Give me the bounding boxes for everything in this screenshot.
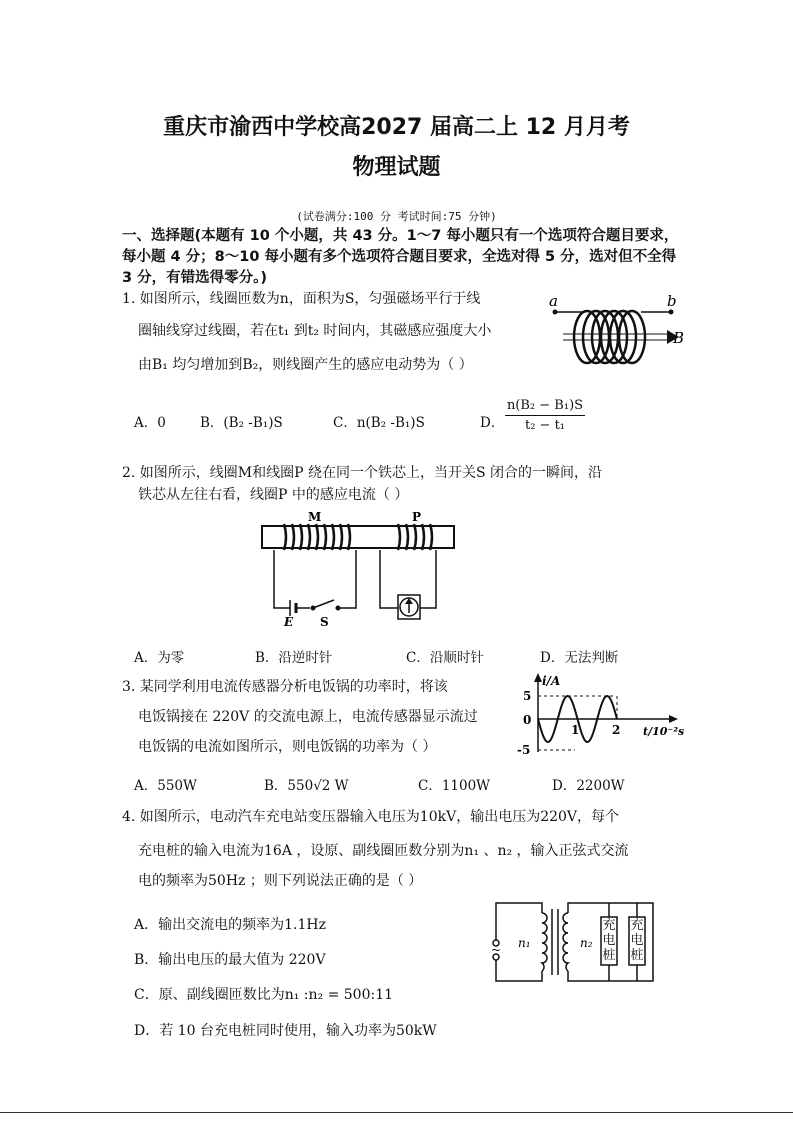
q3-option-d: D．2200W: [552, 778, 625, 794]
q1-option-d-label: D．: [480, 415, 505, 431]
page-bottom-rule: [0, 1112, 793, 1113]
y-tick-neg5: -5: [517, 743, 531, 757]
q3-option-b: B．550√2 W: [264, 778, 349, 794]
galvanometer-icon: [398, 595, 420, 619]
q2-option-c: C．沿顺时针: [406, 650, 484, 666]
q4-option-b: B．输出电压的最大值为 220V: [134, 952, 326, 968]
q1-option-d-fraction: [505, 398, 585, 433]
section-heading: 一、选择题(本题有 10 个小题，共 43 分。1～7 每小题只有一个选项符合题目要求，每小题 4 分；8～10 每小题有多个选项符合题目要求，全选对得 5 分，选对但不全得 3 分，有错选得零分。): [122, 228, 679, 286]
switch-icon: [311, 600, 340, 610]
q4-option-a: A．输出交流电的频率为1.1Hz: [134, 917, 326, 933]
exam-meta: (试卷满分:100 分 考试时间:75 分钟): [296, 210, 497, 223]
q2-option-b: B．沿逆时针: [255, 650, 333, 666]
q2-option-a: A．为零: [134, 650, 185, 666]
coil-label-M: M: [308, 510, 322, 524]
q3-option-c: C．1100W: [418, 778, 491, 794]
q1-option-c: C．n(B₂ -B₁)S: [333, 415, 425, 431]
coil-figure: [545, 290, 690, 375]
x-tick-1: 1: [571, 723, 580, 737]
label-n1: n₁: [518, 936, 531, 950]
x-axis-arrow-icon: [669, 715, 678, 723]
q1-line2: 圈轴线穿过线圈，若在t₁ 到t₂ 时间内，其磁感应强度大小: [138, 323, 492, 339]
q2-line1: 2. 如图所示，线圈M和线圈P 绕在同一个铁芯上，当开关S 闭合的一瞬间，沿: [122, 465, 603, 481]
q1-option-d-numerator: n(B₂ − B₁)S: [505, 398, 585, 416]
battery-icon: [290, 600, 310, 616]
q4-line3: 电的频率为50Hz ；则下列说法正确的是（ ）: [138, 873, 423, 889]
q4-line1: 4. 如图所示，电动汽车充电站变压器输入电压为10kV，输出电压为220V，每个: [122, 809, 620, 825]
coil-turns: [574, 311, 645, 363]
primary-coil: [542, 913, 547, 971]
q1-option-a: A．0: [134, 415, 166, 431]
coil-label-b: b: [667, 292, 677, 310]
y-axis-arrow-icon: [534, 673, 542, 682]
q3-line2: 电饭锅接在 220V 的交流电源上，电流传感器显示流过: [138, 709, 478, 725]
q2-option-d: D．无法判断: [540, 650, 619, 666]
x-tick-2: 2: [612, 723, 621, 737]
q3-option-a: A．550W: [134, 778, 197, 794]
q1-option-b: B．(B₂ -B₁)S: [200, 415, 283, 431]
battery-label-E: E: [284, 615, 294, 629]
secondary-coil: [563, 913, 568, 971]
q3-line1: 3. 某同学利用电流传感器分析电饭锅的功率时，将该: [122, 679, 448, 695]
q4-line2: 充电桩的输入电流为16A ，设原、副线圈匝数分别为n₁ 、n₂ ，输入正弦式交流: [138, 843, 629, 859]
chart-ylabel: i/A: [542, 674, 561, 688]
charger-label-2: 充电桩: [630, 918, 644, 963]
q4-option-d: D．若 10 台充电桩同时使用，输入功率为50kW: [134, 1023, 437, 1039]
switch-label-S: S: [320, 615, 329, 629]
y-tick-5: 5: [523, 689, 532, 703]
field-lines: [563, 334, 670, 340]
q4-option-c: C．原、副线圈匝数比为n₁ :n₂ = 500:11: [134, 987, 394, 1003]
transformer-circuit-figure: [258, 506, 463, 630]
label-n2: n₂: [580, 936, 593, 950]
charger-label-1: 充电桩: [602, 918, 616, 963]
chart-xlabel: t/10⁻²s: [643, 725, 685, 738]
field-label-B: B: [673, 329, 685, 347]
q1-line3: 由B₁ 均匀增加到B₂，则线圈产生的感应电动势为（ ）: [138, 357, 473, 373]
subject-title: 物理试题: [352, 155, 441, 180]
coil-label-a: a: [549, 292, 558, 310]
exam-title: 重庆市渝西中学校高2027 届高二上 12 月月考: [163, 115, 630, 140]
ac-source-icon: ~: [491, 943, 502, 957]
coil-label-P: P: [412, 510, 422, 524]
current-chart: [515, 668, 687, 760]
q1-line1: 1. 如图所示，线圈匝数为n，面积为S，匀强磁场平行于线: [122, 291, 481, 307]
q2-line2: 铁芯从左往右看，线圈P 中的感应电流（ ）: [138, 487, 409, 503]
y-tick-0: 0: [523, 713, 532, 727]
q3-line3: 电饭锅的电流如图所示，则电饭锅的功率为（ ）: [138, 739, 437, 755]
q1-option-d-denominator: t₂ − t₁: [524, 418, 566, 433]
